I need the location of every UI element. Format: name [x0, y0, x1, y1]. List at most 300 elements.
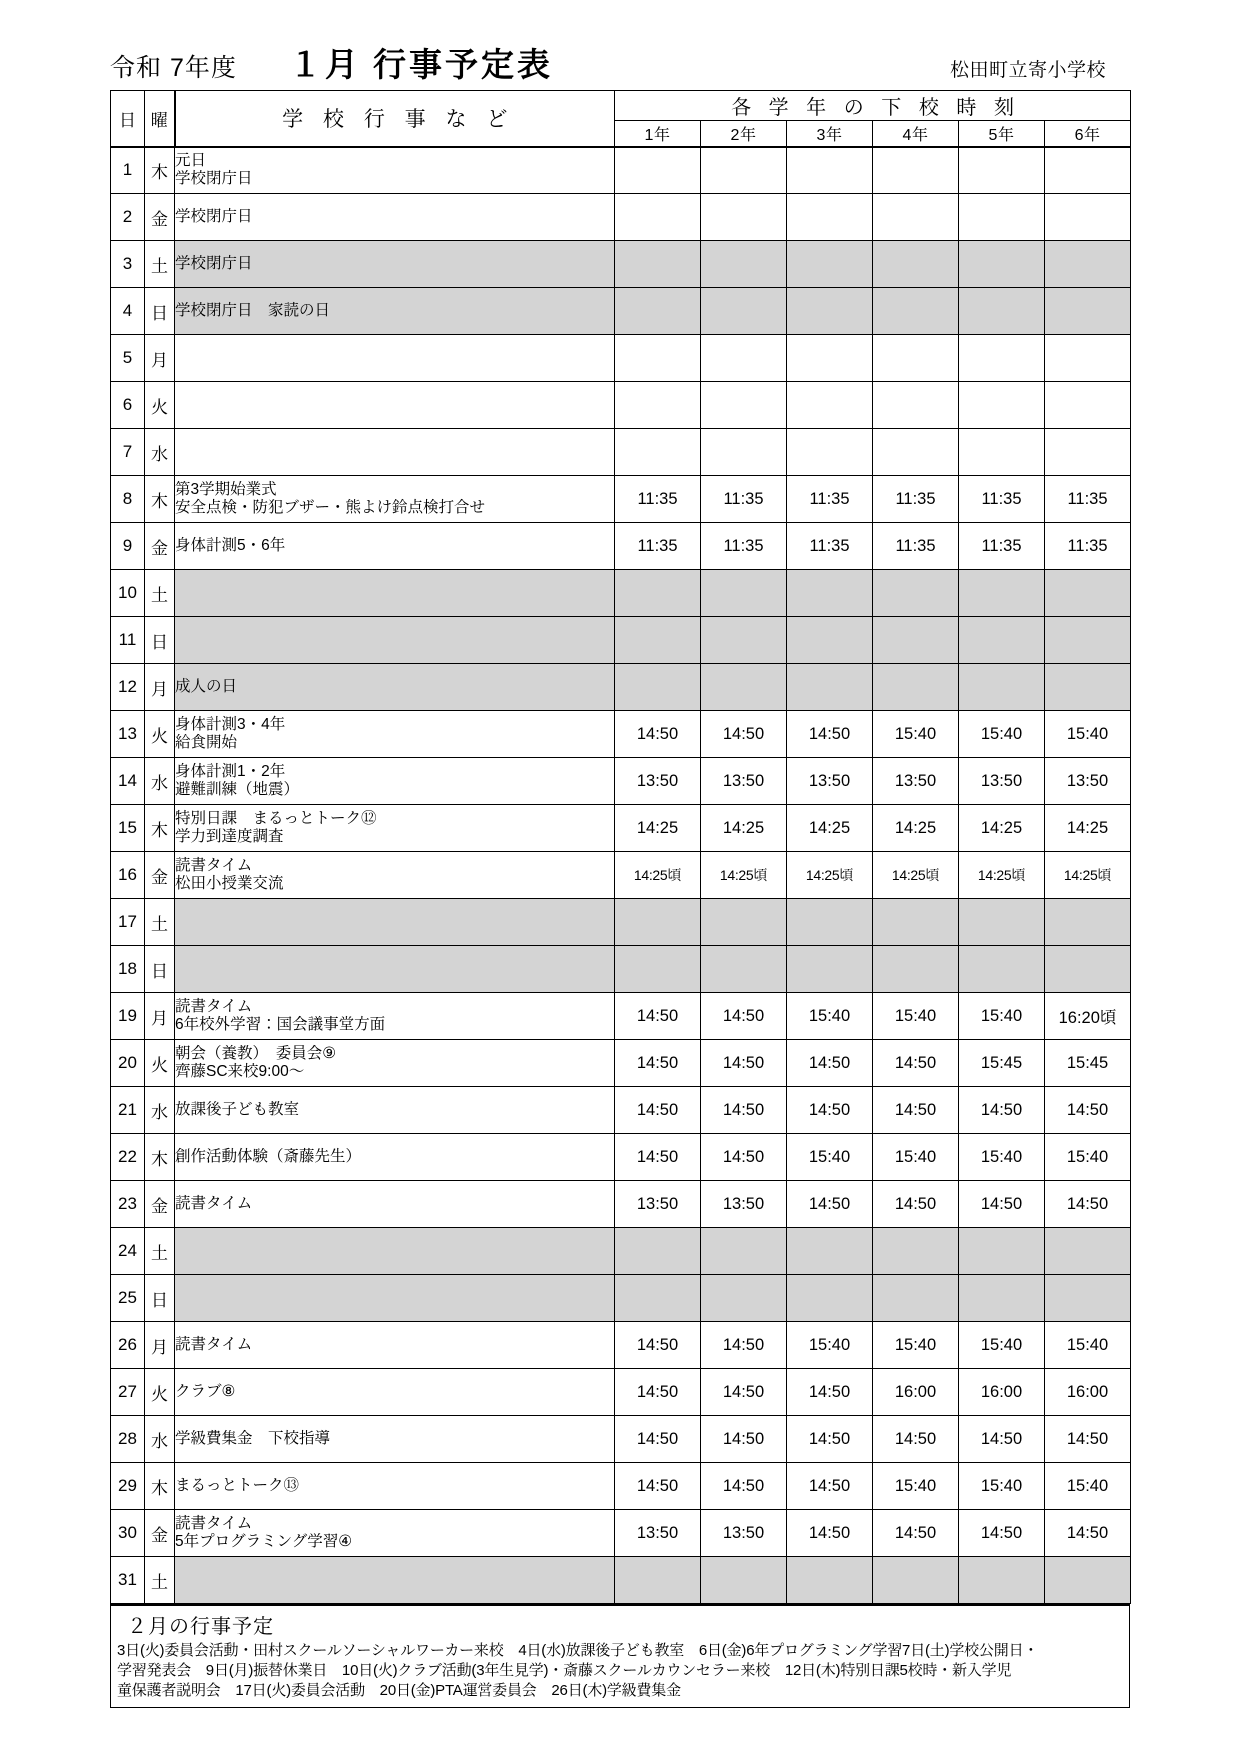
- cell-dismissal-time-grade-3: 15:40: [787, 993, 873, 1040]
- cell-dismissal-time-grade-4: [873, 946, 959, 993]
- cell-dismissal-time-grade-3: [787, 288, 873, 335]
- cell-dismissal-time-grade-2: [701, 429, 787, 476]
- cell-dismissal-time-grade-2: [701, 899, 787, 946]
- event-line: 学校閉庁日: [175, 170, 253, 188]
- event-line: 第3学期始業式: [175, 480, 277, 498]
- cell-dismissal-time-grade-1: 13:50: [615, 758, 701, 805]
- cell-dismissal-time-grade-4: [873, 664, 959, 711]
- cell-dismissal-time-grade-6: [1045, 1557, 1131, 1604]
- event-line: 避難訓練（地震）: [175, 781, 300, 798]
- cell-day-of-week: 水: [145, 758, 175, 805]
- cell-dismissal-time-grade-6: 15:40: [1045, 1134, 1131, 1181]
- cell-dismissal-time-grade-3: 15:40: [787, 1134, 873, 1181]
- cell-dismissal-time-grade-2: 14:50: [701, 711, 787, 758]
- cell-dismissal-time-grade-5: 11:35: [959, 476, 1045, 523]
- cell-dismissal-time-grade-4: 14:50: [873, 1181, 959, 1228]
- cell-day: 26: [111, 1322, 145, 1369]
- cell-dismissal-time-grade-4: [873, 241, 959, 288]
- cell-dismissal-time-grade-3: [787, 194, 873, 241]
- cell-dismissal-time-grade-5: 15:40: [959, 1463, 1045, 1510]
- table-row: [111, 1510, 1131, 1557]
- cell-day: 22: [111, 1134, 145, 1181]
- table-row: [111, 758, 1131, 805]
- table-row: [111, 194, 1131, 241]
- cell-events: [175, 758, 615, 805]
- cell-dismissal-time-grade-4: [873, 429, 959, 476]
- cell-dismissal-time-grade-1: [615, 946, 701, 993]
- cell-dismissal-time-grade-5: [959, 382, 1045, 429]
- cell-dismissal-time-grade-3: 14:50: [787, 1181, 873, 1228]
- cell-dismissal-time-grade-2: 14:50: [701, 1134, 787, 1181]
- cell-dismissal-time-grade-2: [701, 194, 787, 241]
- cell-dismissal-time-grade-4: 14:50: [873, 1040, 959, 1087]
- table-row: [111, 1557, 1131, 1604]
- cell-dismissal-time-grade-3: [787, 147, 873, 194]
- event-line: 朝会（養教） 委員会⑨: [175, 1044, 337, 1062]
- cell-dismissal-time-grade-5: [959, 899, 1045, 946]
- event-line: 齊藤SC来校9:00〜: [175, 1063, 305, 1080]
- event-line: 安全点検・防犯ブザー・熊よけ鈴点検打合せ: [175, 499, 486, 516]
- cell-events: [175, 993, 615, 1040]
- cell-day: 11: [111, 617, 145, 664]
- cell-dismissal-time-grade-3: [787, 946, 873, 993]
- cell-day-of-week: 木: [145, 1463, 175, 1510]
- cell-dismissal-time-grade-4: [873, 1228, 959, 1275]
- cell-dismissal-time-grade-2: 14:50: [701, 993, 787, 1040]
- cell-dismissal-time-grade-2: 14:50: [701, 1087, 787, 1134]
- cell-dismissal-time-grade-1: [615, 1557, 701, 1604]
- cell-dismissal-time-grade-5: 14:50: [959, 1181, 1045, 1228]
- table-row: [111, 899, 1131, 946]
- cell-day-of-week: 金: [145, 1510, 175, 1557]
- cell-dismissal-time-grade-5: 13:50: [959, 758, 1045, 805]
- cell-dismissal-time-grade-5: [959, 570, 1045, 617]
- cell-dismissal-time-grade-1: [615, 241, 701, 288]
- cell-dismissal-time-grade-1: [615, 429, 701, 476]
- cell-day-of-week: 木: [145, 1134, 175, 1181]
- cell-dismissal-time-grade-5: 15:40: [959, 711, 1045, 758]
- cell-dismissal-time-grade-1: [615, 570, 701, 617]
- next-month-line-1: 3日(火)委員会活動・田村スクールソーシャルワーカー来校 4日(水)放課後子ども教室 6日(金)6年プログラミング学習7日(土)学校公開日・: [117, 1642, 1039, 1659]
- cell-dismissal-time-grade-6: 13:50: [1045, 758, 1131, 805]
- table-row: [111, 1369, 1131, 1416]
- era-year-label: 令和 7年度: [110, 54, 237, 82]
- table-row: [111, 1463, 1131, 1510]
- cell-events: [175, 147, 615, 194]
- cell-dismissal-time-grade-2: [701, 382, 787, 429]
- cell-events: [175, 946, 615, 993]
- cell-dismissal-time-grade-3: 14:50: [787, 1463, 873, 1510]
- table-row: [111, 1322, 1131, 1369]
- cell-day: 25: [111, 1275, 145, 1322]
- cell-dismissal-time-grade-5: [959, 194, 1045, 241]
- cell-dismissal-time-grade-3: [787, 617, 873, 664]
- cell-dismissal-time-grade-2: 13:50: [701, 1181, 787, 1228]
- cell-day-of-week: 木: [145, 476, 175, 523]
- table-row: [111, 946, 1131, 993]
- cell-dismissal-time-grade-6: [1045, 147, 1131, 194]
- cell-events: [175, 476, 615, 523]
- cell-day: 8: [111, 476, 145, 523]
- column-header-grade-3: 3年: [787, 121, 873, 147]
- cell-events: [175, 711, 615, 758]
- table-row: [111, 1275, 1131, 1322]
- cell-dismissal-time-grade-4: 15:40: [873, 711, 959, 758]
- cell-day: 14: [111, 758, 145, 805]
- cell-events: [175, 852, 615, 899]
- cell-dismissal-time-grade-5: 15:45: [959, 1040, 1045, 1087]
- cell-day-of-week: 土: [145, 241, 175, 288]
- cell-day: 9: [111, 523, 145, 570]
- cell-dismissal-time-grade-1: [615, 382, 701, 429]
- table-row: [111, 335, 1131, 382]
- cell-dismissal-time-grade-1: [615, 194, 701, 241]
- page-header: [110, 34, 1130, 86]
- cell-day-of-week: 土: [145, 570, 175, 617]
- cell-dismissal-time-grade-3: 14:50: [787, 1510, 873, 1557]
- event-line: 学力到達度調査: [175, 828, 284, 845]
- cell-dismissal-time-grade-4: 15:40: [873, 993, 959, 1040]
- cell-events: [175, 570, 615, 617]
- cell-day: 21: [111, 1087, 145, 1134]
- cell-dismissal-time-grade-6: [1045, 241, 1131, 288]
- cell-dismissal-time-grade-6: 14:25頃: [1045, 852, 1131, 899]
- cell-day-of-week: 金: [145, 523, 175, 570]
- cell-dismissal-time-grade-3: 11:35: [787, 476, 873, 523]
- cell-dismissal-time-grade-3: 14:50: [787, 1087, 873, 1134]
- cell-dismissal-time-grade-5: [959, 664, 1045, 711]
- event-line: 身体計測1・2年: [175, 762, 286, 780]
- event-line: 読書タイム: [175, 856, 253, 874]
- table-row: [111, 1228, 1131, 1275]
- cell-dismissal-time-grade-1: [615, 1275, 701, 1322]
- cell-dismissal-time-grade-4: 16:00: [873, 1369, 959, 1416]
- table-row: [111, 993, 1131, 1040]
- cell-dismissal-time-grade-5: [959, 147, 1045, 194]
- cell-day-of-week: 金: [145, 1181, 175, 1228]
- cell-dismissal-time-grade-3: [787, 429, 873, 476]
- column-header-events: 学 校 行 事 な ど: [175, 91, 615, 147]
- cell-dismissal-time-grade-4: 15:40: [873, 1322, 959, 1369]
- column-header-grade-5: 5年: [959, 121, 1045, 147]
- cell-dismissal-time-grade-5: [959, 335, 1045, 382]
- cell-dismissal-time-grade-1: 14:50: [615, 1416, 701, 1463]
- cell-dismissal-time-grade-6: 15:40: [1045, 1463, 1131, 1510]
- cell-day-of-week: 日: [145, 946, 175, 993]
- column-header-dismissal-group: 各 学 年 の 下 校 時 刻: [615, 91, 1131, 121]
- cell-dismissal-time-grade-3: 14:25: [787, 805, 873, 852]
- cell-dismissal-time-grade-4: 14:50: [873, 1087, 959, 1134]
- cell-events: [175, 1275, 615, 1322]
- event-line: 元日: [175, 151, 207, 169]
- cell-events: [175, 664, 615, 711]
- table-row: [111, 288, 1131, 335]
- next-month-schedule-box: [110, 1604, 1130, 1708]
- cell-events: [175, 1134, 615, 1181]
- cell-dismissal-time-grade-1: 14:50: [615, 1087, 701, 1134]
- cell-dismissal-time-grade-4: [873, 288, 959, 335]
- cell-dismissal-time-grade-4: [873, 617, 959, 664]
- cell-dismissal-time-grade-5: 14:25頃: [959, 852, 1045, 899]
- cell-events: [175, 1228, 615, 1275]
- table-row: [111, 570, 1131, 617]
- column-header-day: 日: [111, 91, 145, 147]
- cell-day-of-week: 日: [145, 288, 175, 335]
- cell-dismissal-time-grade-1: 14:50: [615, 993, 701, 1040]
- cell-dismissal-time-grade-2: [701, 1557, 787, 1604]
- cell-dismissal-time-grade-5: [959, 288, 1045, 335]
- cell-day: 18: [111, 946, 145, 993]
- cell-day: 2: [111, 194, 145, 241]
- cell-events: [175, 241, 615, 288]
- table-body: [111, 147, 1131, 1604]
- cell-dismissal-time-grade-4: [873, 382, 959, 429]
- cell-dismissal-time-grade-3: 14:50: [787, 1369, 873, 1416]
- cell-dismissal-time-grade-5: 14:25: [959, 805, 1045, 852]
- cell-dismissal-time-grade-1: 14:50: [615, 711, 701, 758]
- cell-dismissal-time-grade-4: [873, 194, 959, 241]
- event-line: まるっとトーク⑬: [175, 1476, 300, 1494]
- table-row: [111, 382, 1131, 429]
- cell-events: [175, 335, 615, 382]
- cell-dismissal-time-grade-2: [701, 664, 787, 711]
- cell-dismissal-time-grade-2: 14:50: [701, 1322, 787, 1369]
- cell-dismissal-time-grade-2: 14:50: [701, 1369, 787, 1416]
- cell-dismissal-time-grade-6: 11:35: [1045, 523, 1131, 570]
- cell-events: [175, 1087, 615, 1134]
- cell-dismissal-time-grade-6: [1045, 1275, 1131, 1322]
- table-row: [111, 523, 1131, 570]
- cell-day-of-week: 月: [145, 664, 175, 711]
- cell-dismissal-time-grade-1: [615, 288, 701, 335]
- cell-dismissal-time-grade-5: 15:40: [959, 1134, 1045, 1181]
- cell-dismissal-time-grade-1: 11:35: [615, 476, 701, 523]
- cell-day-of-week: 月: [145, 335, 175, 382]
- cell-dismissal-time-grade-6: [1045, 194, 1131, 241]
- column-header-grade-1: 1年: [615, 121, 701, 147]
- cell-dismissal-time-grade-2: [701, 288, 787, 335]
- cell-dismissal-time-grade-2: 13:50: [701, 1510, 787, 1557]
- cell-dismissal-time-grade-3: 13:50: [787, 758, 873, 805]
- cell-dismissal-time-grade-2: 14:25: [701, 805, 787, 852]
- cell-day-of-week: 水: [145, 1416, 175, 1463]
- cell-dismissal-time-grade-1: [615, 147, 701, 194]
- cell-dismissal-time-grade-6: 16:00: [1045, 1369, 1131, 1416]
- cell-day-of-week: 土: [145, 1228, 175, 1275]
- cell-dismissal-time-grade-6: 16:20頃: [1045, 993, 1131, 1040]
- cell-dismissal-time-grade-5: [959, 1228, 1045, 1275]
- cell-dismissal-time-grade-1: 13:50: [615, 1181, 701, 1228]
- cell-dismissal-time-grade-2: [701, 570, 787, 617]
- cell-day: 3: [111, 241, 145, 288]
- cell-dismissal-time-grade-4: 14:50: [873, 1416, 959, 1463]
- cell-day-of-week: 月: [145, 1322, 175, 1369]
- cell-dismissal-time-grade-1: [615, 664, 701, 711]
- cell-dismissal-time-grade-6: 15:45: [1045, 1040, 1131, 1087]
- cell-day: 4: [111, 288, 145, 335]
- cell-dismissal-time-grade-3: [787, 335, 873, 382]
- cell-day-of-week: 金: [145, 852, 175, 899]
- cell-dismissal-time-grade-6: [1045, 335, 1131, 382]
- cell-day: 15: [111, 805, 145, 852]
- cell-dismissal-time-grade-3: 11:35: [787, 523, 873, 570]
- table-row: [111, 711, 1131, 758]
- cell-events: [175, 288, 615, 335]
- cell-dismissal-time-grade-1: 14:25頃: [615, 852, 701, 899]
- cell-dismissal-time-grade-3: 14:50: [787, 711, 873, 758]
- cell-dismissal-time-grade-5: 15:40: [959, 1322, 1045, 1369]
- cell-dismissal-time-grade-1: [615, 899, 701, 946]
- page-title: １月 行事予定表: [288, 46, 554, 83]
- cell-dismissal-time-grade-4: [873, 899, 959, 946]
- cell-dismissal-time-grade-3: [787, 570, 873, 617]
- event-line: 成人の日: [175, 677, 238, 695]
- cell-day-of-week: 月: [145, 993, 175, 1040]
- cell-day: 19: [111, 993, 145, 1040]
- cell-day: 1: [111, 147, 145, 194]
- cell-events: [175, 617, 615, 664]
- cell-dismissal-time-grade-5: 11:35: [959, 523, 1045, 570]
- cell-dismissal-time-grade-1: 14:50: [615, 1322, 701, 1369]
- cell-dismissal-time-grade-4: [873, 335, 959, 382]
- cell-day: 13: [111, 711, 145, 758]
- event-line: 読書タイム: [175, 1335, 253, 1353]
- next-month-line-3: 童保護者説明会 17日(火)委員会活動 20日(金)PTA運営委員会 26日(木)学級費集金: [117, 1682, 681, 1700]
- cell-dismissal-time-grade-4: 14:25頃: [873, 852, 959, 899]
- table-row: [111, 476, 1131, 523]
- cell-events: [175, 1510, 615, 1557]
- next-month-line-2: 学習発表会 9日(月)振替休業日 10日(火)クラブ活動(3年生見学)・斎藤スクールカウンセラー来校 12日(木)特別日課5校時・新入学児: [117, 1662, 1012, 1680]
- event-line: 読書タイム: [175, 1514, 253, 1532]
- cell-day: 7: [111, 429, 145, 476]
- cell-dismissal-time-grade-6: 14:25: [1045, 805, 1131, 852]
- cell-events: [175, 523, 615, 570]
- cell-dismissal-time-grade-6: 15:40: [1045, 1322, 1131, 1369]
- cell-dismissal-time-grade-5: 14:50: [959, 1416, 1045, 1463]
- cell-day: 17: [111, 899, 145, 946]
- cell-dismissal-time-grade-5: 14:50: [959, 1087, 1045, 1134]
- cell-day-of-week: 水: [145, 429, 175, 476]
- cell-dismissal-time-grade-1: 14:50: [615, 1463, 701, 1510]
- cell-dismissal-time-grade-1: 13:50: [615, 1510, 701, 1557]
- cell-dismissal-time-grade-2: [701, 241, 787, 288]
- event-line: 松田小授業交流: [175, 875, 284, 892]
- cell-day-of-week: 火: [145, 1369, 175, 1416]
- table-row: [111, 617, 1131, 664]
- cell-dismissal-time-grade-3: 14:25頃: [787, 852, 873, 899]
- column-header-grade-2: 2年: [701, 121, 787, 147]
- event-line: 学校閉庁日 家読の日: [175, 301, 331, 319]
- cell-dismissal-time-grade-5: 16:00: [959, 1369, 1045, 1416]
- cell-dismissal-time-grade-4: 15:40: [873, 1134, 959, 1181]
- cell-day: 20: [111, 1040, 145, 1087]
- cell-dismissal-time-grade-2: 14:50: [701, 1416, 787, 1463]
- cell-day: 31: [111, 1557, 145, 1604]
- cell-dismissal-time-grade-5: [959, 617, 1045, 664]
- event-line: 身体計測3・4年: [175, 715, 286, 733]
- cell-events: [175, 194, 615, 241]
- cell-events: [175, 1369, 615, 1416]
- table-row: [111, 241, 1131, 288]
- cell-dismissal-time-grade-4: [873, 1275, 959, 1322]
- event-line: 学校閉庁日: [175, 254, 253, 272]
- cell-day: 27: [111, 1369, 145, 1416]
- cell-day-of-week: 木: [145, 805, 175, 852]
- cell-dismissal-time-grade-2: 11:35: [701, 523, 787, 570]
- cell-dismissal-time-grade-3: [787, 382, 873, 429]
- cell-dismissal-time-grade-6: [1045, 664, 1131, 711]
- cell-dismissal-time-grade-1: 11:35: [615, 523, 701, 570]
- cell-dismissal-time-grade-2: 14:25頃: [701, 852, 787, 899]
- cell-dismissal-time-grade-6: [1045, 1228, 1131, 1275]
- event-line: クラブ⑧: [175, 1382, 236, 1400]
- table-row: [111, 852, 1131, 899]
- cell-dismissal-time-grade-6: [1045, 946, 1131, 993]
- event-line: 創作活動体験（斎藤先生）: [175, 1147, 362, 1165]
- cell-dismissal-time-grade-6: [1045, 429, 1131, 476]
- cell-day-of-week: 日: [145, 1275, 175, 1322]
- cell-dismissal-time-grade-6: 14:50: [1045, 1416, 1131, 1463]
- cell-dismissal-time-grade-3: 14:50: [787, 1416, 873, 1463]
- cell-dismissal-time-grade-6: [1045, 570, 1131, 617]
- cell-dismissal-time-grade-4: 14:25: [873, 805, 959, 852]
- cell-dismissal-time-grade-6: 14:50: [1045, 1510, 1131, 1557]
- cell-day: 6: [111, 382, 145, 429]
- cell-dismissal-time-grade-2: 14:50: [701, 1463, 787, 1510]
- cell-dismissal-time-grade-1: 14:50: [615, 1369, 701, 1416]
- cell-dismissal-time-grade-1: [615, 1228, 701, 1275]
- cell-day: 29: [111, 1463, 145, 1510]
- cell-dismissal-time-grade-5: 14:50: [959, 1510, 1045, 1557]
- cell-dismissal-time-grade-2: [701, 1275, 787, 1322]
- cell-day-of-week: 火: [145, 1040, 175, 1087]
- cell-events: [175, 1040, 615, 1087]
- cell-dismissal-time-grade-3: 15:40: [787, 1322, 873, 1369]
- event-line: 特別日課 まるっとトーク⑫: [175, 809, 377, 827]
- event-line: 読書タイム: [175, 1194, 253, 1212]
- cell-dismissal-time-grade-1: 14:50: [615, 1040, 701, 1087]
- cell-day-of-week: 土: [145, 1557, 175, 1604]
- event-line: 6年校外学習：国会議事堂方面: [175, 1016, 386, 1033]
- cell-dismissal-time-grade-6: [1045, 899, 1131, 946]
- cell-day: 28: [111, 1416, 145, 1463]
- cell-dismissal-time-grade-3: [787, 899, 873, 946]
- cell-dismissal-time-grade-5: [959, 1275, 1045, 1322]
- cell-events: [175, 1557, 615, 1604]
- cell-dismissal-time-grade-6: [1045, 288, 1131, 335]
- column-header-dow: 曜: [145, 91, 175, 147]
- cell-day: 5: [111, 335, 145, 382]
- cell-dismissal-time-grade-4: 11:35: [873, 476, 959, 523]
- cell-dismissal-time-grade-4: [873, 570, 959, 617]
- cell-dismissal-time-grade-3: [787, 1557, 873, 1604]
- cell-day: 30: [111, 1510, 145, 1557]
- cell-dismissal-time-grade-1: 14:25: [615, 805, 701, 852]
- cell-dismissal-time-grade-3: [787, 664, 873, 711]
- cell-dismissal-time-grade-2: [701, 1228, 787, 1275]
- cell-events: [175, 382, 615, 429]
- cell-events: [175, 805, 615, 852]
- cell-day-of-week: 火: [145, 382, 175, 429]
- cell-dismissal-time-grade-6: 14:50: [1045, 1087, 1131, 1134]
- cell-day-of-week: 水: [145, 1087, 175, 1134]
- table-row: [111, 1134, 1131, 1181]
- table-row: [111, 1040, 1131, 1087]
- cell-dismissal-time-grade-1: [615, 335, 701, 382]
- cell-dismissal-time-grade-6: [1045, 382, 1131, 429]
- cell-dismissal-time-grade-3: [787, 241, 873, 288]
- cell-day: 10: [111, 570, 145, 617]
